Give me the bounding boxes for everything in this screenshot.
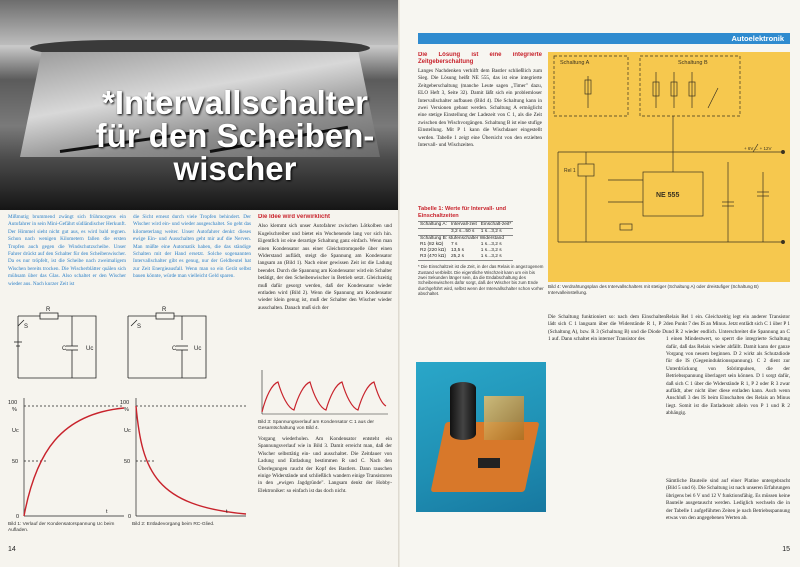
- body-text-3a: Also klemmt sich unser Autofahrer zwischen Lötkolben und Kugelschreiber und bietet ein Wochenende lang vor sich hin. Eigentlich ist eine derartige Schaltung ganz einfach. Wenn man einen Kondensator aus einer Gleichstromquelle über einen Widerstand auflädt, steigt die Spannung am Kondensator langsam an (Bild 1). Nach einer gewissen Zeit ist die Ladung beendet. Durch die Spannung am Kondensator wird ein Schalter betätigt, der den Scheibenwischer in Betrieb setzt. Gleichzeitig muß dafür gesorgt werden, daß der Kondensator wieder entladen wird (Bild 2). Wenn die Spannung am Kondensator wieder klein genug ist, muß der Schalter den Wischer wieder ausschalten. Danach muß sich der: [258, 223, 392, 311]
- charge-discharge-graphs: [6, 392, 256, 522]
- circuit-board-photo: [416, 362, 546, 512]
- section-label: Autoelektronik: [731, 34, 784, 43]
- schematic-label-a: Schaltung A: [560, 60, 590, 66]
- graph1-zero: 0: [16, 514, 20, 520]
- table-cell: [418, 229, 449, 236]
- table-cell: R3 (470 kΩ): [420, 254, 446, 260]
- right-column-1: [418, 52, 542, 202]
- right-column-2: Die Schaltung funktioniert so: nach dem Einschalten lädt sich C 1 langsam über die Widerstände R 1, P 2 (Schaltung A), bzw. R 3 (Schaltung B) und die Diode D 1 auf. Dann schaltet ein interner Transistor des: [548, 314, 666, 343]
- page-number-left: 14: [8, 546, 16, 553]
- table-cell: 1 s...3,2 s: [480, 248, 502, 254]
- title-star: *: [102, 84, 115, 121]
- right-body-text-1: Langes Nachdenken verhilft dem Bastler schließlich zum Sieg. Die Lösung heißt NE 555, das ist eine integrierte Zeitgeberschaltung (manche Leute sagen „Timer" dazu, ELO Heft 3, Seite 32). Damit läßt sich ein problemloser Intervallschalter aufbauen (Bild 4). Die Schaltung kann in zwei Versionen gebaut werden. Schaltung A ermöglicht eine stetige Einstellung der Ladezeit von C 1, als die Zeit zwischen den Wischvorgängen. Schaltung B ist eine stufige Einstellung. Mit P 1 kann die Wischdauer eingestellt werden. Tabelle 1 zeigt eine Übersicht von den erzielten Intervall- und Wischzeiten.: [418, 68, 542, 149]
- voltage-label-1: Uc: [86, 346, 94, 352]
- switch-label-1: S: [24, 324, 29, 330]
- waveform-curve: [262, 382, 386, 412]
- capacitor-label-2: C: [172, 346, 177, 352]
- table-header-1: Schaltung A:: [420, 222, 447, 228]
- schematic-label-b: Schaltung B: [678, 60, 708, 66]
- ic-label: NE 555: [656, 192, 680, 199]
- table-cell: 1 s...3,2 s: [480, 242, 502, 248]
- voltage-waveform-bild-3: [258, 366, 392, 418]
- table-cell: 1 s...3,2 s: [480, 229, 502, 235]
- title-line-2: für den Scheiben-: [95, 117, 375, 154]
- table-title: Tabelle 1: Werte für Intervall- und Einschaltzeiten: [418, 206, 507, 219]
- body-column-3: [258, 214, 392, 364]
- graph2-zero: 0: [128, 514, 132, 520]
- relay-label: Rel 1: [564, 168, 576, 174]
- graph1-uc: Uc: [12, 428, 19, 434]
- table-cell: R2 (220 kΩ): [420, 248, 446, 254]
- right-column-3b: Sämtliche Bauteile sind auf einer Platine untergebracht (Bild 5 und 6). Die Schaltung ist nach unseren Erfahrungen übrigens bei 6 V und 12 V funktionsfähig. Es müssen keine Bauteile ausgetauscht werden. Lediglich wechseln die in der Tabelle 1 aufgeführten Zeiten je nach Betriebsspannung etwas von den angegebenen Werten ab.: [666, 478, 790, 522]
- table-footnote: * Die Einschaltzeit ist die Zeit, in der das Relais in angezogenem Zustand verbleibt. Die eigentliche Wischzeit kann um ein bis zwei Sekunden länger sein, da die Endabschaltung des Scheibenwischers dafür sorgt, daß der Wischer bis zum Ende durchgeführt wird, selbst wenn der Intervallschalter schon vorher abschaltet.: [418, 264, 544, 297]
- title-line-3: wischer: [173, 150, 297, 187]
- section-heading-idea: Die Idee wird verwirklicht: [258, 214, 331, 220]
- graph2-t: t: [226, 509, 228, 515]
- page-number-right: 15: [782, 546, 790, 553]
- section-heading-solution: Die Lösung ist eine integrierte Zeitgeberschaltung: [418, 52, 542, 65]
- table-cell: R1 (82 kΩ): [420, 242, 444, 248]
- graph1-y100: 100: [8, 400, 18, 406]
- table-cell: 3,2 s...50 s: [450, 229, 475, 235]
- capacitor-label-1: C: [62, 346, 67, 352]
- resistor-label-2: R: [162, 307, 167, 313]
- graph1-pct: %: [12, 407, 17, 413]
- caption-bild-2: Bild 2: Entladevorgang beim RC-Glied.: [132, 522, 215, 527]
- values-table: [418, 206, 544, 297]
- rc-circuit-diagrams: [6, 302, 256, 388]
- page-title: [75, 86, 395, 185]
- caption-bild-4: Bild 4: Verdrahtungsplan des Intervallschalters mit stetiger (Schaltung A) oder dreistufiger (Schaltung B) Intervalleinstellung.: [548, 284, 759, 295]
- body-text-3b: Vorgang wiederholen. Am Kondensator entsteht ein Spannungsverlauf wie in Bild 3. Damit erreicht man, daß der Wischer selbsttätig ein- und ausschaltet. Die Zeitdauer von Ladung und Entladung bestimmen R und C. Nach den Überlegungen raucht der Kopf des Bastlers. Dann rauschen einige Widerstände und schließlich wandern einige Transistoren in den „ewigen Jagdgründe". Langsam denkt der Hobby-Elektroniker: so einfach ist das doch nicht.: [258, 436, 392, 494]
- graph1-t: t: [106, 509, 108, 515]
- table-cell: 25,2 s: [450, 254, 465, 260]
- right-column-3a: Relais Rel 1 ein. Gleichzeitig legt ein anderer Transistor den Punkt 7 des IS an Minus. Jetzt entlädt sich C 1 über P 1 und R 2 wieder endlich. Unterschreitet die Spannung an C 1 einen Mindestwert, so sperrt die integrierte Schaltung dafür, daß das Relais wieder abfällt. Damit kann der ganze Vorgang von neuem beginnen. D 2 wirkt als Schutzdiode für die IS (Gegeninduktionsspannung). C 2 dient zur Unterdrückung von Störimpulsen, die der Betriebsspannung überlagert sein können. D 1 sorgt dafür, daß sich C 1 über die Widerstände R 1, P 2 oder R 3 zwar auflädt, aber nicht über diese entladen kann. Auch wenn Anschluß 3 des IS beim Einschalten des Relais an Minus liegt. Somit ist die Entladezeit allein von P 1 und R 2 abhängig.: [666, 314, 790, 417]
- graph2-y100: 100: [120, 400, 130, 406]
- supply-label: + 6V ... + 12V: [744, 146, 772, 151]
- caption-bild-3: Bild 3: Spannungsverlauf am Kondensator C 1 aus der Gesamtschaltung von Bild 4.: [258, 420, 374, 431]
- schematic-bild-4: [548, 52, 790, 282]
- switch-label-2: S: [137, 324, 142, 330]
- graph2-uc: Uc: [124, 428, 131, 434]
- charge-curve: [24, 408, 124, 516]
- intro-column-2: die Sicht erneut durch viele Tropfen behindert. Der Wischer wird ein- und wieder ausgeschaltet. So geht das kilometerlang weiter. Unser Autofahrer denkt: dieses ewige Ein- und Ausschalten geht mir auf die Nerven. Man müßte eine Automatik haben, die das ständige Schalten mit der Hand ersetzt. Solche sogenannten Intervallschalter gibt es genug, nur der Geldbeutel hat zur Zeit Energieausfall. Wenn man so ein Gerät selbst bauen könnte, würde man vielleicht Geld sparen.: [133, 214, 251, 280]
- table-header-2: Intervall-zeit: [450, 222, 477, 228]
- table-b-header: Schaltung B: stufenschalter Widerstand: [420, 236, 504, 242]
- graph2-y50: 50: [124, 459, 131, 465]
- schematic-drawing: [548, 52, 790, 282]
- title-line-1: Intervallschalter: [114, 84, 368, 121]
- table-cell: 7 s: [450, 242, 458, 248]
- table-grid: [418, 221, 513, 261]
- graph2-pct: %: [124, 407, 129, 413]
- section-header-bar: [418, 33, 790, 44]
- discharge-curve: [136, 406, 246, 514]
- table-header-3: Einschalt-zeit*: [480, 222, 512, 228]
- resistor-label-1: R: [46, 307, 51, 313]
- caption-bild-1: Bild 1: Verlauf der Kondensatorspannung Uc beim Aufladen.: [8, 522, 115, 533]
- table-cell: 1 s...3,2 s: [480, 254, 502, 260]
- graph1-y50: 50: [12, 459, 19, 465]
- intro-column-1: Mißmutig brummend zwängt sich frühmorgens ein Autofahrer in sein Mini-Gefährt südländischer Herkunft. Der Himmel sieht nicht gut aus, es wird bald regnen. Schon nach wenigen Kilometern fallen die ersten Tropfen auch gegen die Windschutzscheibe. Unser Fahrer drückt auf den Schalter für den Scheibenwischer. Da es nur tröpfelt, ist die Scheibe nach zweimaligem Wischen bereits trocken. Die Wischerblätter quälen sich mühsam über das Glas. Also schaltet er den Wischer wieder aus. Nach kurzer Zeit ist: [8, 214, 126, 287]
- voltage-label-2: Uc: [194, 346, 202, 352]
- table-cell: 13,5 s: [450, 248, 465, 254]
